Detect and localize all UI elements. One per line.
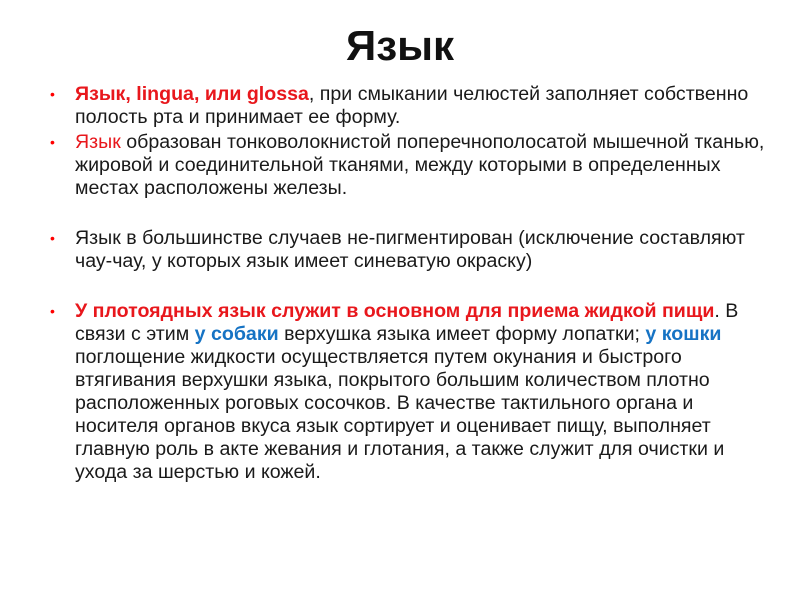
paragraph-3-text: Язык в большинстве случаев не-пигментирован (исключение составляют чау-чау, у которых язык имеет синеватую окраску) (75, 227, 745, 272)
slide-title: Язык (346, 22, 454, 69)
term-yazyk: Язык, (75, 83, 137, 105)
paragraph-4-part3: поглощение жидкости осуществляется путем окунания и быстрого втягивания верхушки языка, покрытого большим количеством плотно расположенных роговых сосочков. В качестве тактильного органа и носителя органов вкуса язык сортирует и оценивает пищу, выполняет главную роль в акте жевания и глотания, а также служит для очистки и ухода за шерстью и кожей. (75, 346, 725, 483)
dog-highlight: у собаки (194, 323, 279, 345)
paragraph-4-part1: . В связи с этим (75, 300, 739, 345)
term-yazyk-2: Язык (75, 131, 121, 153)
carnivore-lead: У плотоядных язык служит в основном для приема жидкой пищи (75, 300, 715, 322)
bullet-item-1 (50, 83, 770, 129)
paragraph-2-text: образован тонковолокнистой поперечнополосатой мышечной тканью, жировой и соединительной тканями, между которыми в определенных местах расположены железы. (75, 131, 765, 199)
spacer (50, 202, 770, 225)
spacer (50, 275, 770, 298)
bullet-item-2 (50, 131, 770, 200)
bullet-item-4 (50, 300, 770, 484)
bullet-list (50, 83, 770, 486)
cat-highlight: у кошки (645, 323, 722, 345)
bullet-marker: • (50, 134, 55, 150)
term-glossa: glossa (246, 83, 309, 105)
paragraph-4-part2: верхушка языка имеет форму лопатки; (278, 323, 646, 345)
paragraph-1-text: , при смыкании челюстей заполняет собственно полость рта и принимает ее форму. (75, 83, 749, 128)
term-ili: , или (193, 83, 247, 105)
bullet-marker: • (50, 303, 55, 319)
bullet-marker: • (50, 86, 55, 102)
bullet-item-3 (50, 227, 770, 273)
term-lingua: lingua (136, 83, 194, 105)
bullet-marker: • (50, 230, 55, 246)
